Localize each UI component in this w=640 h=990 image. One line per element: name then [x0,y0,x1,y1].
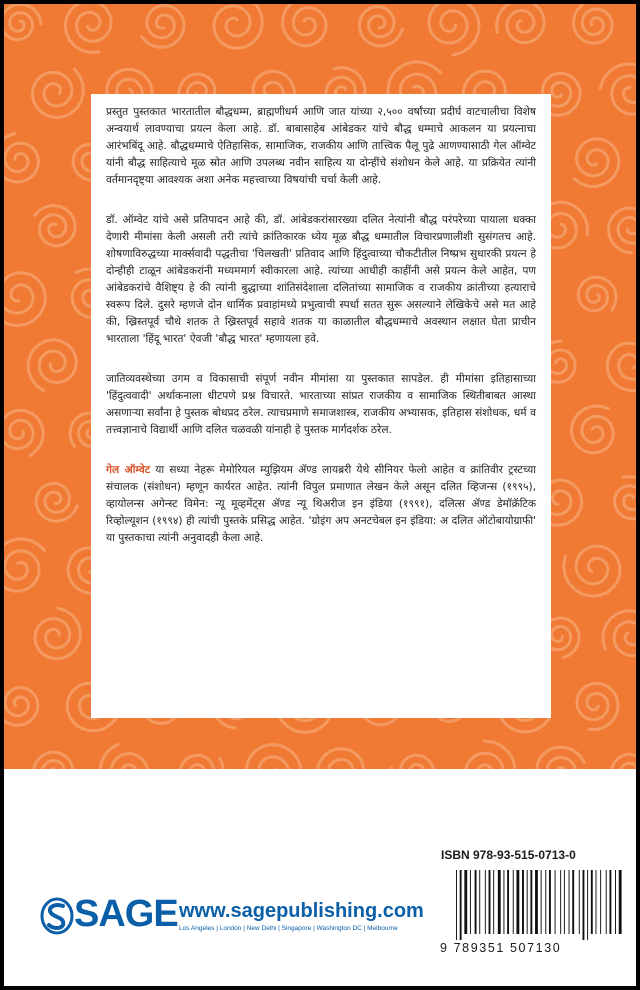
author-name: गेल ऑम्वेट [106,464,151,476]
swirl [4,273,45,326]
barcode-bar [535,870,538,934]
swirl [465,741,515,769]
swirl [4,539,45,591]
swirl [573,5,612,44]
barcode-bar [545,870,546,934]
swirl [391,755,434,769]
barcode-bar [591,870,593,934]
isbn-label: ISBN 978-93-515-0713-0 [441,848,576,862]
swirl [4,4,41,40]
barcode-bar [475,870,477,934]
swirl [4,410,43,455]
barcode-bar [493,870,494,934]
swirl [564,546,620,596]
publisher-website-link[interactable]: www.sagepublishing.com [179,900,424,922]
blurb-paragraph-2: डॉ. ऑम्वेट यांचे असे प्रतिपादन आहे की, डॉ. आंबेडकरांसारख्या दलित नेत्यांनी बौद्ध परंपरेच्या पायाला धक्का देणारी मीमांसा केली असली तरी त्यांचे क्रांतिकारक ध्येय मूळ बौद्ध धम्मातील विचारप्रणालीशी सुसंगतच आहे. शोषणाविरुद्धच्या मार्क्सवादी पद्धतीचा 'चिलखती' प्रतिवाद आणि हिंदुत्वाच्या चौकटीतील निष्प्रभ सुधारकी प्रयत्न हे दोन्हीही टाळून आंबेडकरांनी मध्यममार्ग स्वीकारला आहे. त्यांच्या आधीही काहींनी असे प्रयत्न केले आहेत, पण आंबेडकरांचे वैशिष्ट्य हे की त्यांनी बुद्धाच्या शांतिसंदेशाला दलितांच्या सामाजिक व राजकीय क्रांतीच्या हत्याराचे स्वरूप दिले. दुसरे म्हणजे दोन धार्मिक प्रवाहांमध्ये प्रभुत्वाची स्पर्धा सतत सुरू असल्याने लेखिकेचे असे मत आहे की, ख्रिस्तपूर्व चौथे शतक ते ख्रिस्तपूर्व सहावे शतक या काळातील बौद्धधम्माचे अवस्थान लक्षात घेता प्राचीन भारताला 'हिंदू भारत' ऐवजी 'बौद्ध भारत' म्हणायला हवे. [106,214,536,345]
swirl [607,343,636,391]
blurb-paragraph-1: प्रस्तुत पुस्तकात भारतातील बौद्धधम्म, ब्राह्मणीधर्म आणि जात यांच्या २,५०० वर्षांच्या प्रदीर्घ वाटचालीचा विशेष अन्वयार्थ लावण्याचा प्रयत्न केला आहे. डॉ. बाबासाहेब आंबेडकर यांचे बौद्ध धम्माचे आकलन या प्रयत्नाचा आरंभबिंदू आहे. बौद्धधम्माचे ऐतिहासिक, सामाजिक, राजकीय आणि तात्त्विक पैलू पुढे आणण्यासाठी गेल ऑम्वेट यांनी बौद्ध साहित्याचे मूळ स्रोत आणि उपलब्ध नवीन साहित्य या दोन्हींचे संशोधन केले आहे. या प्रक्रियेत त्यांनी वर्तमानदृष्ट्या आवश्यक अशा अनेक महत्त्वाच्या विषयांची चर्चा केली आहे. [106,106,536,186]
swirl [4,686,38,726]
swirl [537,747,585,769]
publisher-cities: Los Angeles | London | New Delhi | Singapore | Washington DC | Melbourne [179,925,398,932]
blurb-paragraph-3: जातिव्यवस्थेच्या उगम व विकासाची संपूर्ण नवीन मीमांसा या पुस्तकात सापडेल. ही मीमांसा इतिहासाच्या 'हिंदुत्ववादी' अर्थाकनाला धीटपणे प्रश्न विचारते. भारताच्या सांप्रत राजकीय व सामाजिक स्थितीबाबत आस्था असणाऱ्या सर्वांना हे पुस्तक बोधप्रद ठरेल. त्याचप्रमाणे समाजशास्त्र, राजकीय अभ्यासक, इतिहास संशोधक, धर्म व तत्त्वज्ञानाचे विद्यार्थी आणि दलित चळवळी यांनाही हे पुस्तक मार्गदर्शक ठरेल. [106,373,536,436]
barcode-bar [470,870,471,934]
swirl [577,683,618,729]
blurb-panel [91,94,551,718]
barcode-bar [560,870,561,934]
swirl [600,64,636,114]
barcode-bar [555,870,556,934]
swirl [574,139,619,187]
barcode-bar [587,870,588,940]
barcode-bar [516,870,519,934]
barcode-bar [522,870,524,934]
barcode-bar [485,870,486,934]
publisher-name: SAGE [74,893,178,935]
barcode-bar [507,870,509,934]
barcode-bar [569,870,570,934]
barcode-bar [530,870,532,934]
barcode-bar [541,870,542,934]
barcode-bar [464,870,467,934]
swirl [212,4,262,48]
barcode-bar [572,870,574,934]
barcode-bar [498,870,501,934]
barcode-bar [503,870,504,934]
barcode-bar [606,870,607,934]
swirl [35,206,76,246]
swirl [33,752,73,769]
barcode-icon [454,870,626,940]
barcode-bar [619,870,622,934]
swirl [572,406,614,453]
barcode-bar [609,870,611,934]
swirl [36,483,77,521]
swirl [603,611,636,656]
swirl [283,4,327,46]
barcode-bar [583,870,585,940]
swirl [32,69,83,117]
swirl [578,277,616,311]
barcode-bar [579,870,580,934]
swirl [360,7,403,46]
swirl [615,477,636,519]
barcode-bar [564,870,565,934]
barcode-digits: 9 789351 507130 [440,941,562,955]
swirl [317,749,364,769]
swirl [429,4,479,55]
swirl [142,6,184,48]
back-cover [4,4,636,986]
barcode-bar [596,870,597,934]
barcode-bar [479,870,480,934]
barcode-bar [549,870,551,934]
swirl [4,133,39,182]
author-bio [106,462,536,547]
swirl [180,755,223,769]
swirl [247,745,302,769]
swirl [28,340,76,391]
barcode-bar [615,870,616,934]
swirl [611,754,636,769]
swirl [35,608,81,659]
barcode-bar [600,870,601,934]
barcode-bar [460,870,462,940]
swirl [608,208,636,253]
barcode-bar [489,870,491,934]
sage-logo-icon [40,897,74,935]
author-bio-text: या सध्या नेहरू मेमोरियल म्युझियम ॲण्ड लायब्ररी येथे सीनियर फेलो आहेत व क्रांतिवीर ट्रस्टच्या संचालक (संशोधन) म्हणून कार्यरत आहेत. त्यांनी विपुल प्रमाणात लेखन केले असून दलित व्हिजन्स (१९९५), व्हायोलन्स अगेन्स्ट विमेन: न्यू मूव्हमेंट्स ॲण्ड न्यू थिअरीज इन इंडिया (१९९१), दलित्स ॲण्ड डेमॉक्रॅटिक रिव्होल्यूशन (१९९४) ही त्यांची पुस्तके प्रसिद्ध आहेत. 'ग्रोइंग अप अनटचेबल इन इंडिया: अ दलित ऑटोबायोग्राफी' या पुस्तकाचा त्यांनी अनुवादही केला आहे. [106,464,536,544]
barcode-bar [513,870,514,934]
swirl [497,4,545,43]
swirl [65,4,111,53]
barcode-bar [456,870,457,940]
barcode-bar [527,870,528,934]
swirl [100,744,148,769]
